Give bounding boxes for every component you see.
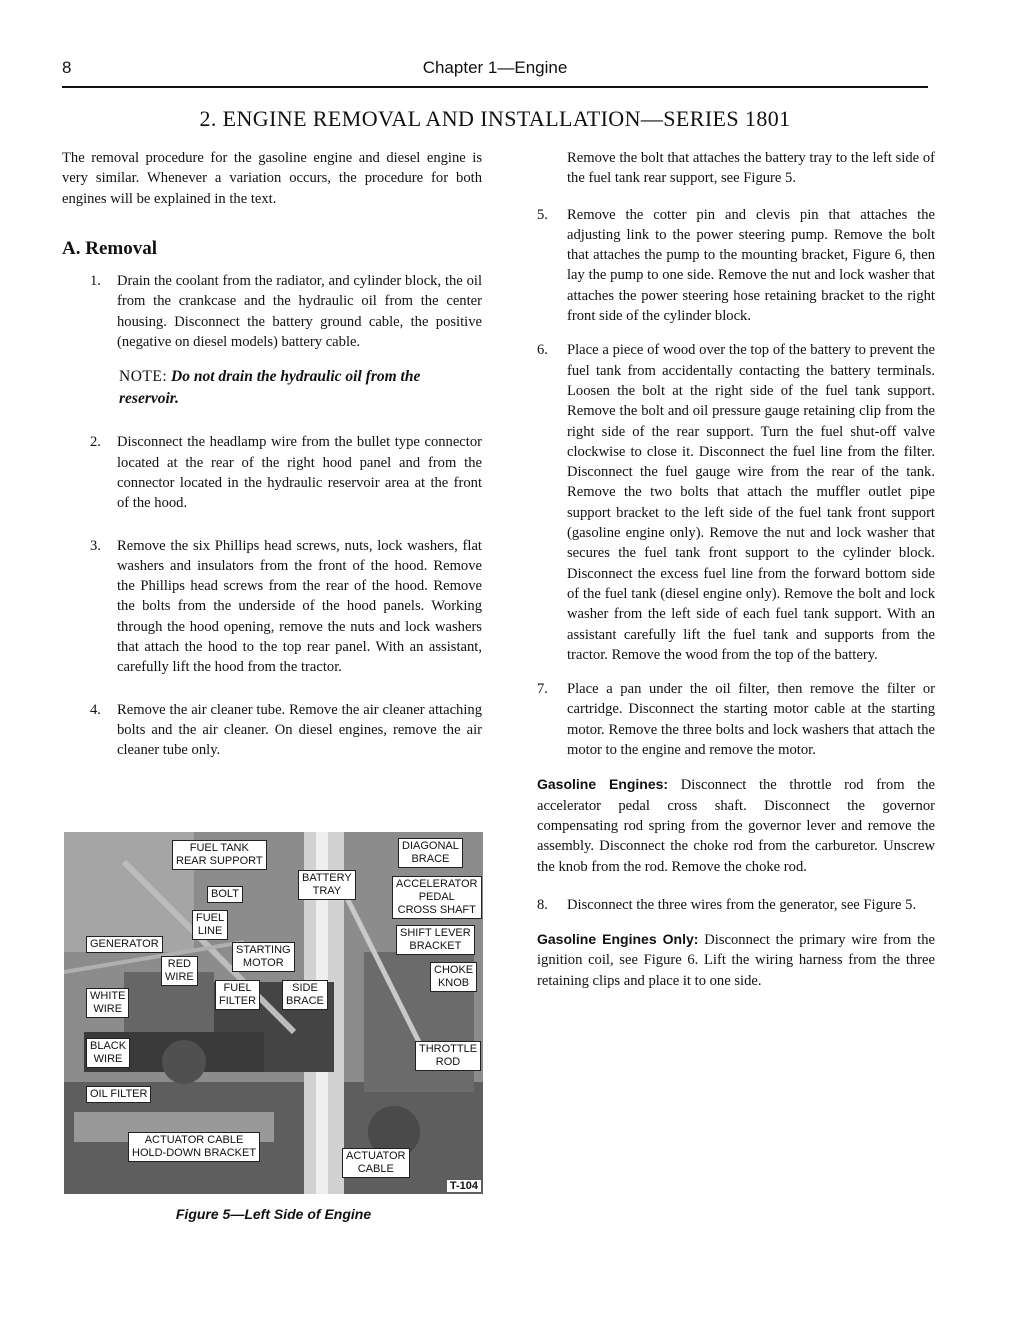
- step-text: Disconnect the headlamp wire from the bullet type connector located at the rear of the right hood panel and from the connector located in the hydraulic reservoir area at the front of the hood.: [117, 434, 482, 512]
- page-number: 8: [62, 58, 72, 77]
- header-rule: [62, 86, 928, 88]
- callout-actuator-cable: ACTUATOR CABLE: [342, 1148, 410, 1178]
- callout-fuel-line: FUEL LINE: [192, 910, 228, 940]
- step-number: 6.: [537, 342, 548, 359]
- step-text: Remove the air cleaner tube. Remove the air cleaner attaching bolts and the air cleaner. On diesel engines, remove the air cleaner tube only.: [117, 701, 482, 759]
- step-6: [537, 340, 935, 665]
- step-text: Remove the six Phillips head screws, nuts, lock washers, flat washers and insulators from the front of the hood. Remove the Phillips head screws from the rear of the hood. Remove the bolts from the underside of the hood panels. Working through the hood opening, remove the nuts and lock washers that attach the hood to the top rear panel. With an assistant, carefully lift the hood from the tractor.: [117, 537, 482, 676]
- step-5: [537, 205, 935, 327]
- callout-fuel-tank-rear-support: FUEL TANK REAR SUPPORT: [172, 840, 267, 870]
- callout-bolt: BOLT: [207, 886, 243, 903]
- right-column: [537, 148, 935, 1009]
- step-1: [62, 271, 482, 352]
- callout-fuel-filter: FUEL FILTER: [215, 980, 260, 1010]
- intro-paragraph: The removal procedure for the gasoline engine and diesel engine is very similar. Whenever a variation occurs, the procedure for both engines will be explained in the text.: [62, 150, 482, 207]
- step-number: 7.: [537, 681, 548, 698]
- step-text: Drain the coolant from the radiator, and cylinder block, the oil from the crankcase and the hydraulic oil from the center housing. Disconnect the battery ground cable, the positive (negative on diesel models) battery cable.: [117, 273, 482, 351]
- step-4: [62, 700, 482, 761]
- step-text: Remove the cotter pin and clevis pin that attaches the adjusting link to the power steering pump. Remove the bolt that attaches the pump to the mounting bracket, Figure 6, then lay the pump to one side. Remove the nut and lock washer that attaches the power steering hose retaining bracket to the right front side of the cylinder block.: [567, 206, 935, 325]
- callout-choke-knob: CHOKE KNOB: [430, 962, 477, 992]
- section-title: 2. ENGINE REMOVAL AND INSTALLATION—SERIES 1801: [199, 106, 791, 131]
- callout-oil-filter: OIL FILTER: [86, 1086, 151, 1103]
- figure-5-photo: [64, 832, 483, 1194]
- callout-red-wire: RED WIRE: [161, 956, 198, 986]
- gasoline-engines-label: Gasoline Engines:: [537, 776, 669, 793]
- callout-black-wire: BLACK WIRE: [86, 1038, 130, 1068]
- step-number: 1.: [90, 273, 101, 290]
- continued-paragraph: Remove the bolt that attaches the battery tray to the left side of the fuel tank rear support, see Figure 5.: [567, 150, 935, 187]
- callout-generator: GENERATOR: [86, 936, 163, 953]
- subsection-heading: A. Removal: [62, 237, 157, 259]
- note-label: NOTE:: [119, 368, 168, 386]
- step-text: Place a piece of wood over the top of the battery to prevent the fuel tank from accidentally contacting the battery terminals. Loosen the bolt at the right side of the fuel tank support. Remove the bolt and oil pressure gauge retaining clip from the right side of the rear support. Turn the fuel shut-off valve clockwise to close it. Disconnect the fuel line from the filter. Disconnect the fuel gauge wire from the rear of the tank. Remove the two bolts that attach the muffler outlet pipe support bracket to the left side of the fuel tank front support (gasoline engine only). Remove the nut and lock washer that secures the fuel tank front support to the cylinder block. Disconnect the excess fuel line from the forward bottom side of the fuel tank (diesel engine only). Remove the bolt and lock washer from the left side of each fuel tank support. With an assistant carefully lift the fuel tank and supports from the tractor. Remove the wood from the top of the battery.: [567, 342, 935, 663]
- step-2: [62, 432, 482, 513]
- step-3: [62, 536, 482, 678]
- step-8: [537, 895, 935, 915]
- left-column: [62, 148, 482, 775]
- step-number: 3.: [90, 537, 101, 554]
- step-number: 5.: [537, 206, 548, 223]
- step-7: [537, 679, 935, 760]
- gasoline-engines-text: Disconnect the throttle rod from the accelerator pedal cross shaft. Disconnect the governor compensating rod spring from the governor lever and remove the assembly. Disconnect the choke rod from the carburetor. Unscrew the knob from the rod. Remove the choke rod.: [537, 777, 935, 875]
- gasoline-engines-paragraph: [537, 774, 935, 876]
- callout-side-brace: SIDE BRACE: [282, 980, 328, 1010]
- note-text: Do not drain the hydraulic oil from the reservoir.: [119, 368, 421, 408]
- callout-starting-motor: STARTING MOTOR: [232, 942, 295, 972]
- figure-tag: T-104: [447, 1180, 481, 1192]
- step-text: Place a pan under the oil filter, then remove the filter or cartridge. Disconnect the starting motor cable at the starting motor. Remove the three bolts and lock washers that attach the motor to the engine and remove the motor.: [567, 681, 935, 759]
- note: [62, 366, 482, 410]
- step-number: 4.: [90, 701, 101, 718]
- callout-white-wire: WHITE WIRE: [86, 988, 129, 1018]
- callout-throttle-rod: THROTTLE ROD: [415, 1041, 481, 1071]
- step-text: Disconnect the three wires from the generator, see Figure 5.: [567, 896, 917, 913]
- gasoline-engines-only-label: Gasoline Engines Only:: [537, 931, 699, 948]
- callout-battery-tray: BATTERY TRAY: [298, 870, 356, 900]
- callout-accelerator-pedal-cross-shaft: ACCELERATOR PEDAL CROSS SHAFT: [392, 876, 482, 919]
- step-number: 8.: [537, 896, 548, 913]
- gasoline-engines-only-paragraph: [537, 929, 935, 991]
- running-head: Chapter 1—Engine: [422, 58, 568, 77]
- callout-shift-lever-bracket: SHIFT LEVER BRACKET: [396, 925, 475, 955]
- page-header: [62, 58, 928, 82]
- gasoline-engines-only-text: Disconnect the primary wire from the ignition coil, see Figure 6. Lift the wiring harness from the three retaining clips and place it to one side.: [537, 932, 935, 989]
- step-number: 2.: [90, 434, 101, 451]
- callout-actuator-cable-bracket: ACTUATOR CABLE HOLD-DOWN BRACKET: [128, 1132, 260, 1162]
- callout-diagonal-brace: DIAGONAL BRACE: [398, 838, 463, 868]
- figure-caption: Figure 5—Left Side of Engine: [175, 1206, 372, 1222]
